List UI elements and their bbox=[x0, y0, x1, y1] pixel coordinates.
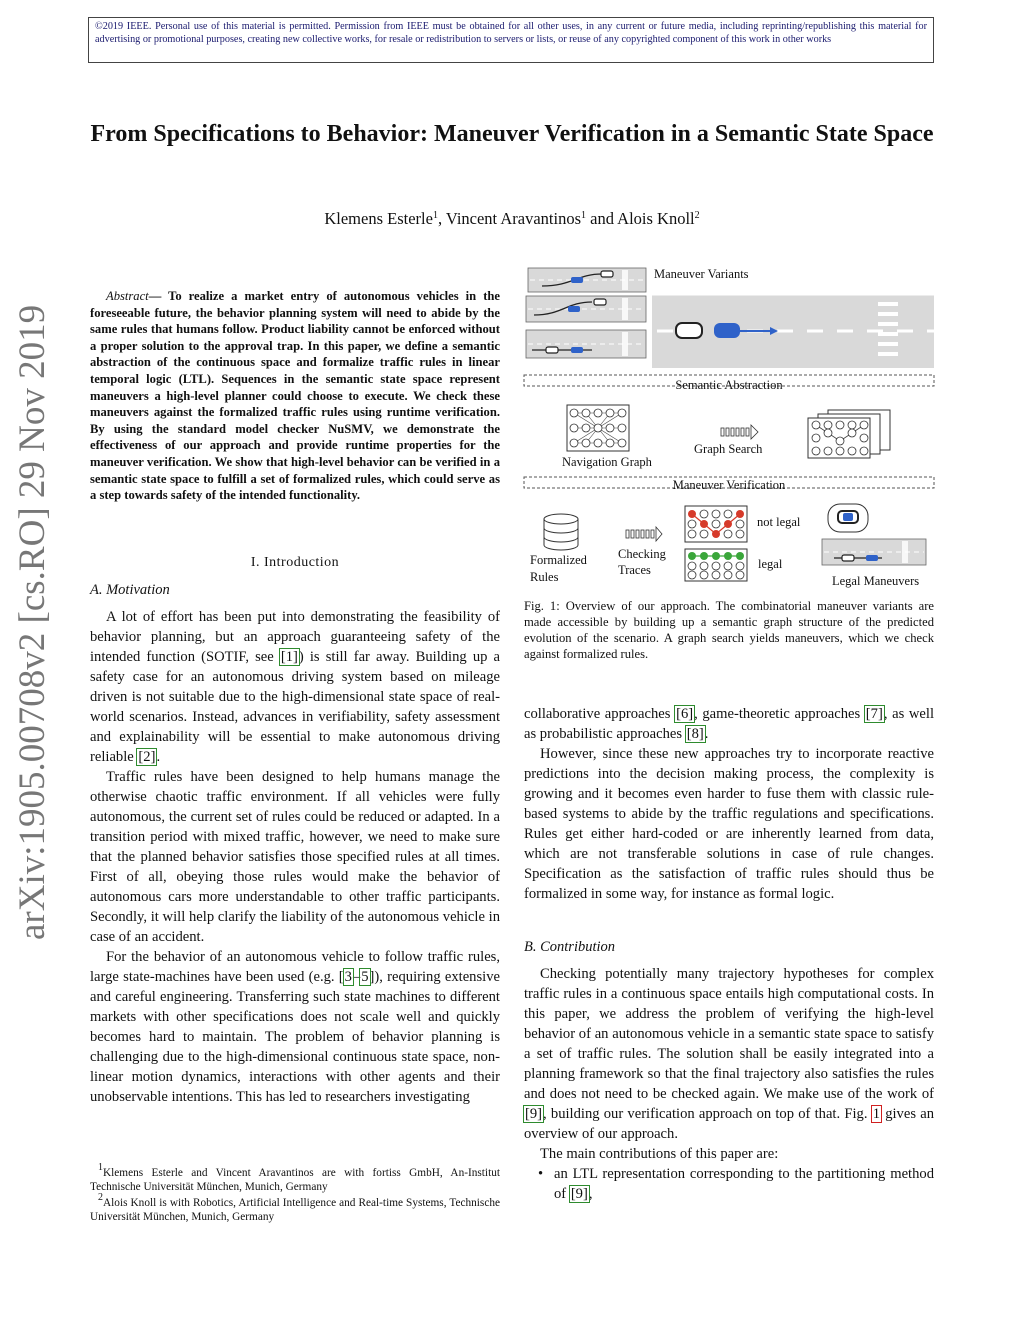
label-navigation-graph: Navigation Graph bbox=[562, 455, 652, 469]
citation-link[interactable]: [9] bbox=[525, 1106, 543, 1122]
list-item: • an LTL representation corresponding to the partitioning method of [9], bbox=[554, 1164, 934, 1204]
maneuver-variant-thumbnail bbox=[528, 268, 646, 292]
maneuver-variant-thumbnail bbox=[526, 330, 646, 358]
paragraph: The main contributions of this paper are: bbox=[540, 1146, 779, 1162]
label-formalized: Formalized bbox=[530, 553, 587, 567]
maneuver-variant-thumbnail bbox=[526, 296, 646, 322]
paragraph: Checking potentially many trajectory hypotheses for complex traffic rules in a continuous space entails high computational costs. In this paper, we address the problem of verifying the high-level behavior of an autonomous vehicle in a semantic state space to satisfy a set of traffic rules. The solution shall be easily integrated into a planning framework so that the final trajectory also satisfies the rules and does not need to be checked again. We make use of the work of [9], building our verification approach on top of that. Fig. 1 gives an overview of our approach. bbox=[524, 966, 934, 1142]
citation-link[interactable]: [7] bbox=[865, 706, 883, 722]
affiliation-mark: 2 bbox=[694, 210, 700, 221]
paragraph: A lot of effort has been put into demonstrating the feasibility of behavior planning, but an approach guaranteeing safety of the intended function (SOTIF, see [1]) is still far away. Building up a safety case for an autonomous driving system based on mileage driven is not suitable due to the high-dimensional state space of real-world scenarios. Instead, advances in verifiability, safety assessment and explainability will be essential to make autonomous driving reliable [2]. bbox=[90, 609, 500, 765]
database-icon bbox=[544, 514, 578, 550]
paragraph: Traffic rules have been designed to help humans manage the otherwise chaotic traffic environment. If all vehicles were fully autonomous, the current set of rules could be reduced or adapted. In a transition period with mixed traffic, however, we need to make sure that the planned behavior satisfies those specified rules at all times. First of all, obeying those rules would make the behavior of autonomous cars more understandable to other traffic participants. Secondly, it will help clarify the liability of the autonomous vehicle in case of an accident. bbox=[90, 769, 500, 945]
section-heading-introduction: I. Introduction bbox=[250, 555, 340, 570]
paragraph: collaborative approaches [6], game-theoretic approaches [7], as well as probabilistic approaches [8]. bbox=[524, 706, 935, 742]
affiliation-mark: 1 bbox=[581, 210, 586, 221]
abstract-text: To realize a market entry of autonomous vehicles in the foreseeable future, the behavior planning system will need to abide by the same rules that humans follow. Product liability cannot be enforced without a proper solution to the approval trap. In this paper, we define a semantic abstraction of the continuous space and formalize traffic rules in linear temporal logic (LTL). Sequences in the semantic state space represent maneuvers a high-level planner could choose to execute. We check these maneuvers against the formalized traffic rules using runtime verification. By using the standard model checker NuSMV, we demonstrate the effectiveness of our approach and provide runtime properties for the maneuver verification. We show that high-level behavior can be verified in a semantic state space to fulfill a set of formalized rules, which could serve as a step towards safety of the intended functionality. bbox=[90, 289, 500, 503]
affiliation-mark: 1 bbox=[432, 210, 438, 221]
citation-link[interactable]: [8] bbox=[686, 726, 704, 742]
legal-trace-graph bbox=[685, 549, 747, 581]
label-legal: legal bbox=[758, 557, 783, 571]
not-legal-trace-graph bbox=[685, 506, 747, 542]
subsection-heading-contribution: B. Contribution bbox=[524, 939, 616, 955]
citation-link[interactable]: [6] bbox=[676, 706, 694, 722]
paper-title: From Specifications to Behavior: Maneuver Verification in a Semantic State Space bbox=[90, 121, 934, 147]
overview-figure bbox=[522, 262, 936, 592]
footnote: $^2$Alois Knoll is with Robotics, Artificial Intelligence and Real-time Systems, Technische Universität München, Munich, Germany bbox=[90, 1192, 500, 1223]
maneuver-graph-stack bbox=[808, 410, 890, 458]
author-list: Klemens Esterle$^1$, Vincent Aravantinos$^1$ and Alois Knoll$^2$ bbox=[324, 209, 700, 228]
label-graph-search: Graph Search bbox=[694, 442, 763, 456]
author-name: Vincent Aravantinos bbox=[445, 209, 581, 228]
abstract-label: Abstract bbox=[106, 289, 149, 303]
footnote: $^1$Klemens Esterle and Vincent Aravantinos are with fortiss GmbH, An-Institut Technische Universität München, Munich, Germany bbox=[90, 1162, 500, 1193]
label-rules: Rules bbox=[530, 570, 559, 584]
label-maneuver-variants: Maneuver Variants bbox=[654, 267, 749, 281]
road-scene bbox=[652, 294, 934, 368]
author-name: Alois Knoll bbox=[617, 209, 695, 228]
motivation-body bbox=[90, 607, 500, 1107]
label-legal-maneuvers: Legal Maneuvers bbox=[832, 574, 920, 588]
paragraph: However, since these new approaches try to incorporate reactive predictions into the decision making process, the complexity is growing and it becomes even harder to fuse them with classic rule-based systems to abide by the traffic regulations and specifications. Rules get either hard-coded or are inherently learned from data, which are not transferable solutions in case of rule changes. Specification as the satisfaction of traffic rules should thus be formalized in some way, for instance as formal logic. bbox=[524, 746, 934, 902]
contribution-body bbox=[524, 964, 934, 1204]
right-column-body bbox=[524, 704, 934, 904]
abstract: Abstract— To realize a market entry of autonomous vehicles in the foreseeable future, the behavior planning system will need to abide by the same rules that humans follow. Product liability cannot be enforced without a proper solution to the approval trap. In this paper, we define a semantic abstraction of the continuous space and formalize traffic rules in linear temporal logic (LTL). Sequences in the semantic state space represent maneuvers a high-level planner could choose to execute. We check these maneuvers against the formalized traffic rules using runtime verification. By using the standard model checker NuSMV, we demonstrate the effectiveness of our approach and provide runtime properties for the maneuver verification. We show that high-level behavior can be verified in a semantic state space to fulfill a set of formalized rules, which could serve as a step towards safety of the intended functionality. bbox=[90, 289, 500, 503]
legal-maneuver-scene bbox=[822, 504, 926, 565]
copyright-notice: ©2019 IEEE. Personal use of this material is permitted. Permission from IEEE must be obtained for all other uses, in any current or future media, including reprinting/republishing this material for advertising or promotional purposes, creating new collective works, for resale or redistribution to servers or lists, or reuse of any copyrighted component of this work in other works bbox=[88, 17, 934, 63]
graph-search-arrow bbox=[721, 425, 758, 439]
citation-link[interactable]: [2] bbox=[138, 749, 156, 765]
figure-caption: Fig. 1: Overview of our approach. The combinatorial maneuver variants are made accessible by building up a semantic graph structure of the predicted evolution of the scenario. A graph search yields maneuvers, which we check against formalized rules. bbox=[524, 599, 934, 661]
citation-link[interactable]: 5 bbox=[361, 969, 369, 985]
label-traces: Traces bbox=[618, 563, 651, 577]
contribution-list bbox=[524, 1164, 934, 1204]
label-maneuver-verification: Maneuver Verification bbox=[672, 478, 786, 492]
navigation-graph bbox=[567, 405, 629, 451]
footnotes bbox=[90, 1162, 500, 1226]
citation-link[interactable]: 3 bbox=[344, 969, 352, 985]
label-semantic-abstraction: Semantic Abstraction bbox=[675, 378, 783, 392]
label-not-legal: not legal bbox=[757, 515, 801, 529]
arxiv-identifier[interactable]: arXiv:1905.00708v2 [cs.RO] 29 Nov 2019 bbox=[12, 304, 53, 940]
citation-link[interactable]: [9] bbox=[570, 1186, 588, 1202]
label-checking: Checking bbox=[618, 547, 666, 561]
author-name: Klemens Esterle bbox=[324, 209, 433, 228]
citation-link[interactable]: [1] bbox=[280, 649, 298, 665]
checking-traces-arrow bbox=[626, 527, 662, 541]
figure-reference-link[interactable]: 1 bbox=[872, 1106, 880, 1122]
paragraph: For the behavior of an autonomous vehicle to follow traffic rules, large state-machines have been used (e.g. [3–5]), requiring extensive and careful engineering. Transferring such state machines to different markets with other specifications does not scale well and quickly becomes hard to maintain. The problem of behavior planning is challenging due to the high-dimensional continuous state space, non-linear motion dynamics, interactions with other agents and their unobservable intentions. This has led to researchers investigating bbox=[90, 949, 500, 1105]
subsection-heading-motivation: A. Motivation bbox=[90, 582, 170, 598]
